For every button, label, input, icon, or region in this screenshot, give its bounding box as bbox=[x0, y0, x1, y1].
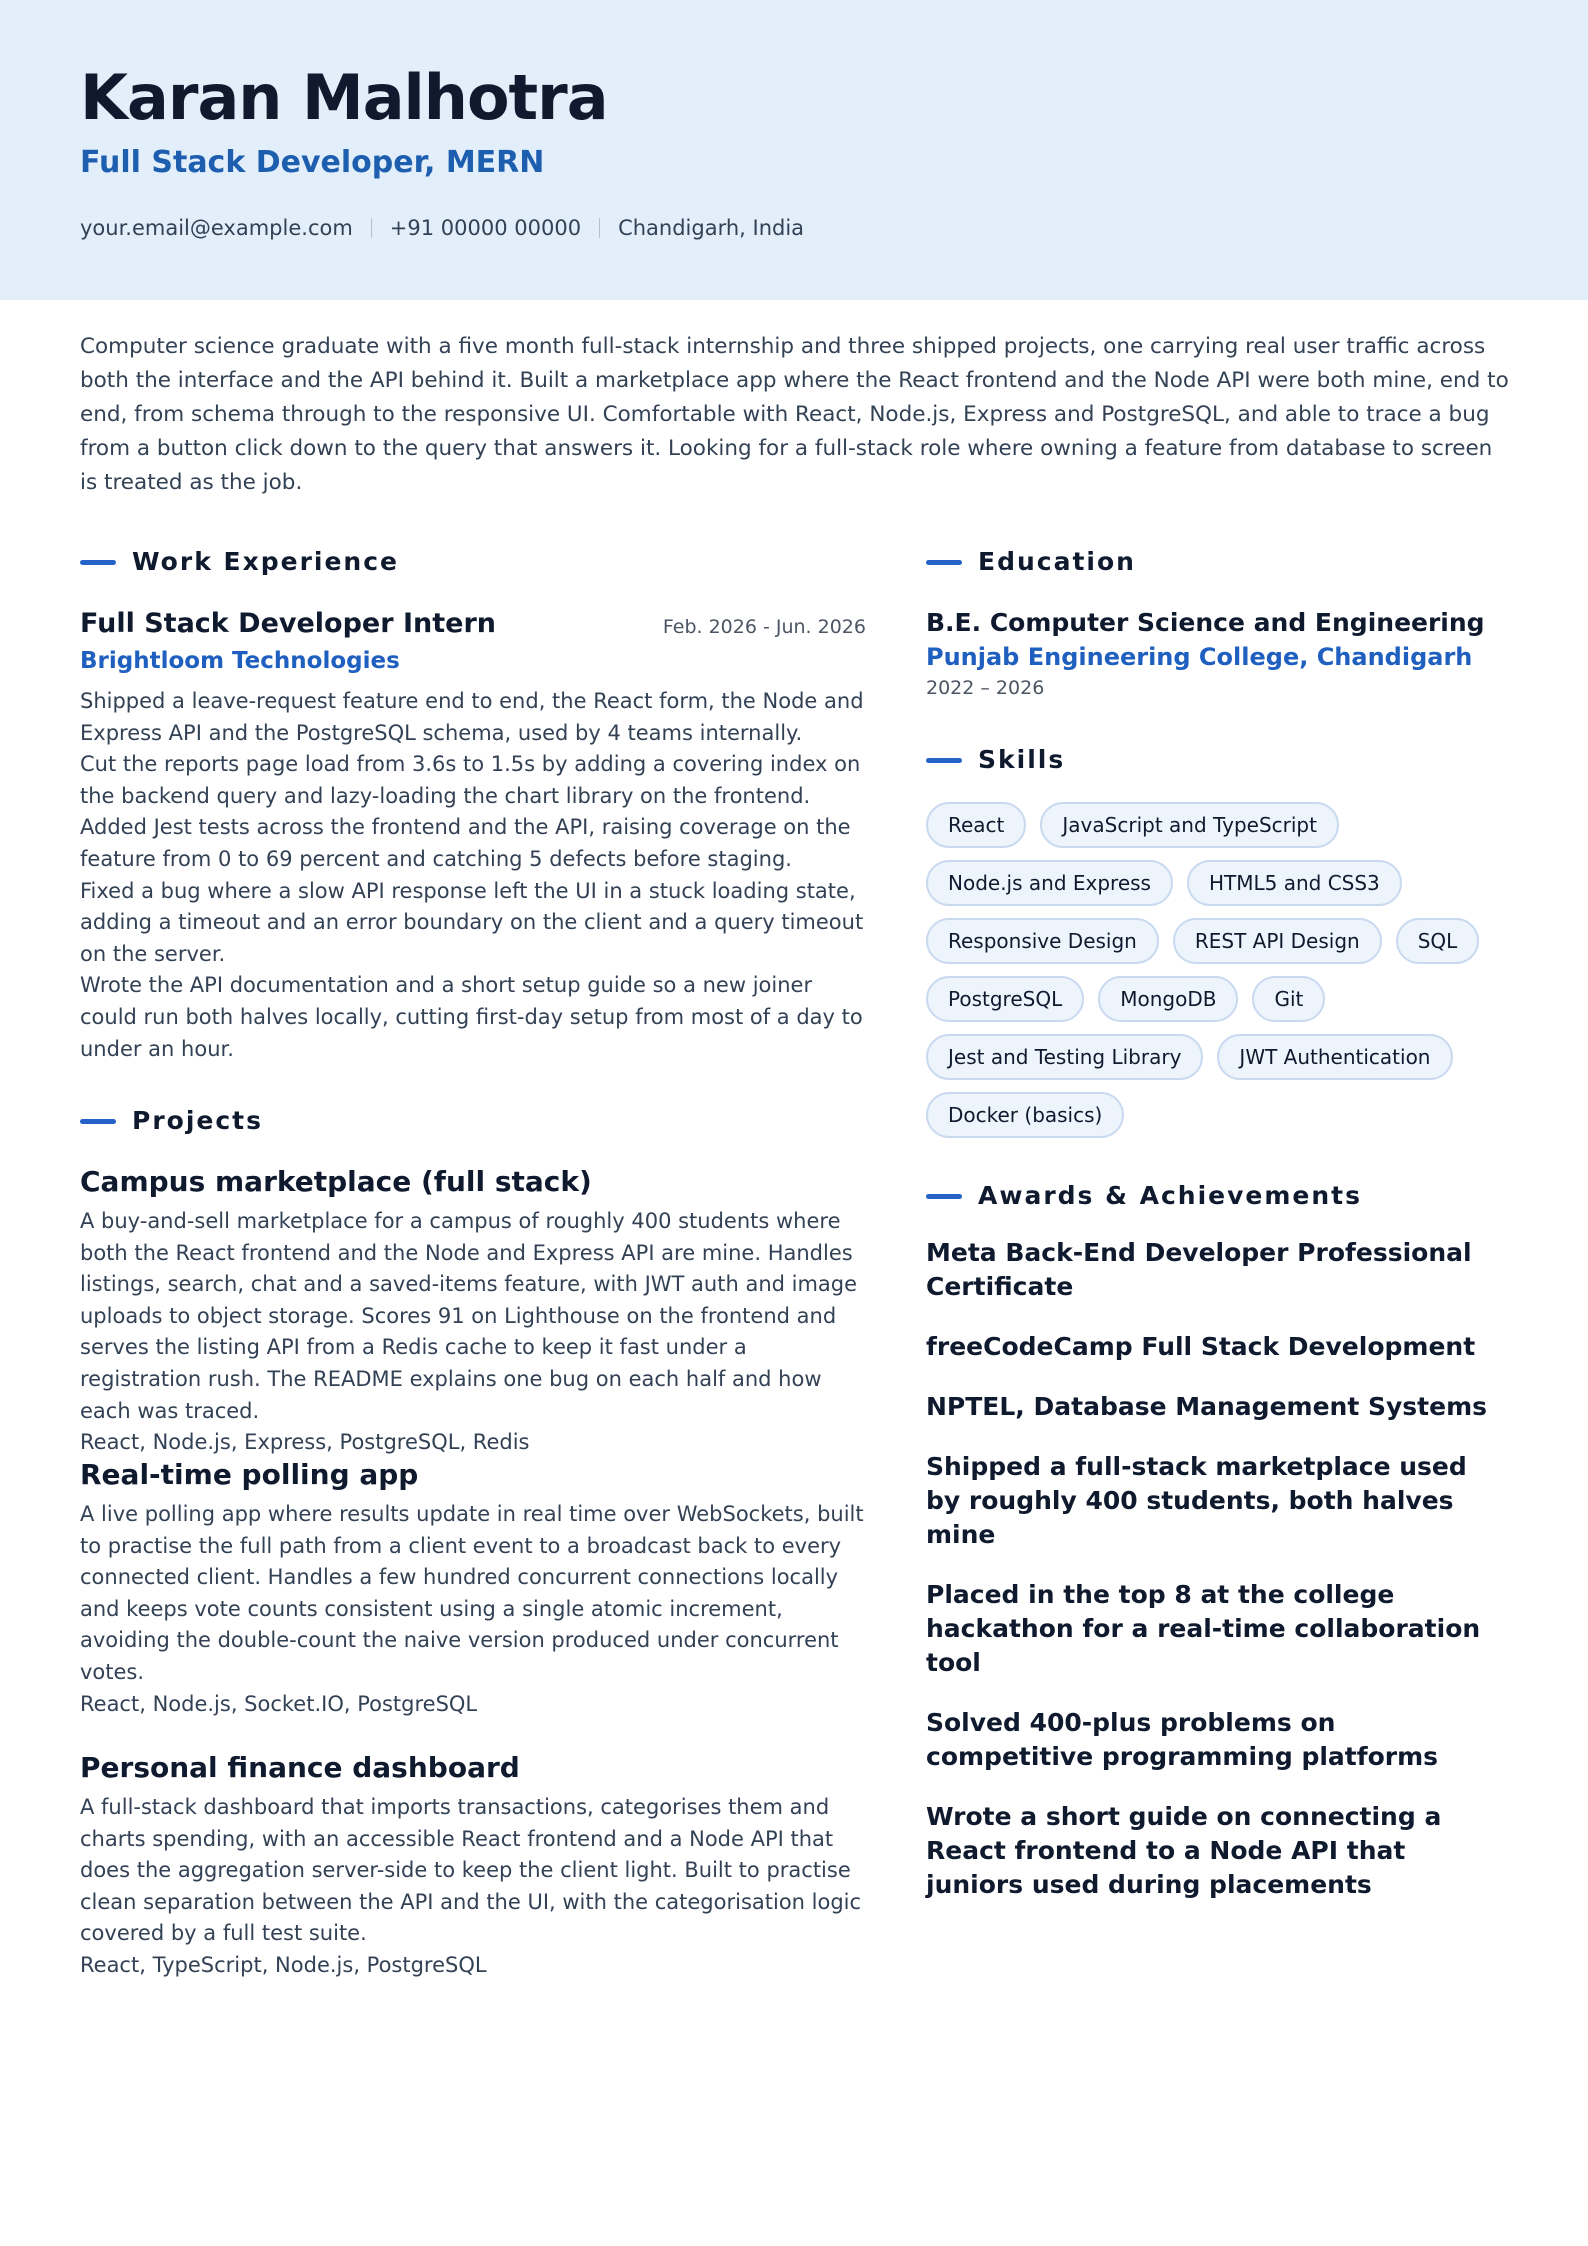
project-tech-stack: React, Node.js, Socket.IO, PostgreSQL bbox=[80, 1691, 478, 1716]
contact-line bbox=[80, 213, 804, 243]
project-description: A buy-and-sell marketplace for a campus of roughly 400 students where both the React frontend and the Node and Express API are mine. Handles listings, search, chat and a saved-items feature, with JWT auth and image uploads to object storage. Scores 91 on Lighthouse on the frontend and serves the listing API from a Redis cache to keep it fast under a registration rush. The README explains one bug on each half and how each was traced. bbox=[80, 1209, 858, 1423]
job-title: Full Stack Developer Intern bbox=[80, 608, 496, 639]
experience-bullet: Wrote the API documentation and a short setup guide so a new joiner could run both halves locally, cutting first-day setup from most of a day to under an hour. bbox=[80, 973, 863, 1061]
award-item: Wrote a short guide on connecting a React frontend to a Node API that juniors used during placements bbox=[926, 1802, 1442, 1899]
project-title: Campus marketplace (full stack) bbox=[80, 1165, 592, 1198]
project-title: Real-time polling app bbox=[80, 1458, 419, 1491]
project-title: Personal finance dashboard bbox=[80, 1751, 520, 1784]
skill-chip: REST API Design bbox=[1173, 918, 1382, 964]
candidate-name: Karan Malhotra bbox=[80, 61, 608, 134]
project-tech-stack: React, Node.js, Express, PostgreSQL, Redis bbox=[80, 1430, 530, 1455]
award-item: Shipped a full-stack marketplace used by roughly 400 students, both halves mine bbox=[926, 1452, 1467, 1549]
education-school: Punjab Engineering College, Chandigarh bbox=[926, 643, 1473, 671]
skill-chip: PostgreSQL bbox=[926, 976, 1084, 1022]
job-dates: Feb. 2026 - Jun. 2026 bbox=[662, 616, 866, 638]
award-item: Solved 400-plus problems on competitive programming platforms bbox=[926, 1708, 1439, 1771]
skill-chip: HTML5 and CSS3 bbox=[1187, 860, 1402, 906]
heading-accent-bar bbox=[926, 1194, 962, 1199]
skill-chip: JavaScript and TypeScript bbox=[1040, 802, 1339, 848]
skill-chip: Responsive Design bbox=[926, 918, 1159, 964]
skill-chip: Git bbox=[1252, 976, 1325, 1022]
heading-accent-bar bbox=[80, 1119, 116, 1124]
award-item: NPTEL, Database Management Systems bbox=[926, 1392, 1487, 1421]
section-heading-label: Work Experience bbox=[132, 547, 399, 576]
skill-chip: Node.js and Express bbox=[926, 860, 1173, 906]
section-heading-projects bbox=[80, 1104, 263, 1138]
company-name: Brightloom Technologies bbox=[80, 648, 400, 674]
experience-bullet: Fixed a bug where a slow API response left the UI in a stuck loading state, adding a timeout and an error boundary on the client and a query timeout on the server. bbox=[80, 878, 864, 966]
section-heading-label: Awards & Achievements bbox=[978, 1181, 1363, 1210]
section-heading-label: Education bbox=[978, 547, 1136, 576]
heading-accent-bar bbox=[926, 560, 962, 565]
education-years: 2022 – 2026 bbox=[926, 677, 1045, 699]
education-degree: B.E. Computer Science and Engineering bbox=[926, 608, 1485, 637]
award-item: freeCodeCamp Full Stack Development bbox=[926, 1332, 1476, 1361]
project-entry bbox=[80, 1162, 870, 1459]
skill-chip: SQL bbox=[1396, 918, 1480, 964]
skills-list bbox=[926, 802, 1486, 1138]
awards-list bbox=[926, 1236, 1496, 1928]
project-entry bbox=[80, 1748, 870, 1982]
contact-location: Chandigarh, India bbox=[618, 216, 805, 240]
project-description: A full-stack dashboard that imports transactions, categorises them and charts spending, with an accessible React frontend and a Node API that does the aggregation server-side to keep the client light. Built to practise clean separation between the API and the UI, with the categorisation logic covered by a full test suite. bbox=[80, 1795, 862, 1946]
section-heading-experience bbox=[80, 545, 399, 579]
section-heading-skills bbox=[926, 743, 1065, 777]
skill-chip: Docker (basics) bbox=[926, 1092, 1124, 1138]
award-item: Meta Back-End Developer Professional Certificate bbox=[926, 1238, 1472, 1301]
skill-chip: MongoDB bbox=[1098, 976, 1238, 1022]
experience-bullets bbox=[80, 686, 870, 1065]
project-tech-stack: React, TypeScript, Node.js, PostgreSQL bbox=[80, 1952, 487, 1977]
skill-chip: Jest and Testing Library bbox=[926, 1034, 1203, 1080]
candidate-role: Full Stack Developer, MERN bbox=[80, 145, 545, 180]
heading-accent-bar bbox=[80, 560, 116, 565]
award-item: Placed in the top 8 at the college hackathon for a real-time collaboration tool bbox=[926, 1580, 1481, 1677]
section-heading-label: Projects bbox=[132, 1106, 264, 1135]
experience-bullet: Shipped a leave-request feature end to end, the React form, the Node and Express API and the PostgreSQL schema, used by 4 teams internally. bbox=[80, 689, 864, 745]
heading-accent-bar bbox=[926, 758, 962, 763]
project-description: A live polling app where results update in real time over WebSockets, built to practise the full path from a client event to a broadcast back to every connected client. Handles a few hundred concurrent connections locally and keeps vote counts consistent using a single atomic increment, avoiding the double-count the naive version produced under concurrent votes. bbox=[80, 1502, 864, 1684]
contact-email: your.email@example.com bbox=[80, 216, 353, 240]
skill-chip: React bbox=[926, 802, 1026, 848]
experience-bullet: Added Jest tests across the frontend and the API, raising coverage on the feature from 0 to 69 percent and catching 5 defects before staging. bbox=[80, 815, 851, 871]
contact-divider bbox=[599, 218, 600, 238]
section-heading-education bbox=[926, 545, 1136, 579]
experience-bullet: Cut the reports page load from 3.6s to 1.5s by adding a covering index on the backend query and lazy-loading the chart library on the frontend. bbox=[80, 752, 861, 808]
contact-divider bbox=[371, 218, 372, 238]
professional-summary: Computer science graduate with a five month full-stack internship and three shipped projects, one carrying real user traffic across both the interface and the API behind it. Built a marketplace app where the React frontend and the Node API were both mine, end to end, from schema through to the responsive UI. Comfortable with React, Node.js, Express and PostgreSQL, and able to trace a bug from a button click down to the query that answers it. Looking for a full-stack role where owning a feature from database to screen is treated as the job. bbox=[80, 334, 1509, 495]
contact-phone: +91 00000 00000 bbox=[389, 216, 582, 240]
project-entry bbox=[80, 1455, 870, 1720]
section-heading-awards bbox=[926, 1179, 1362, 1213]
section-heading-label: Skills bbox=[978, 745, 1066, 774]
skill-chip: JWT Authentication bbox=[1217, 1034, 1452, 1080]
header-band bbox=[0, 0, 1588, 300]
